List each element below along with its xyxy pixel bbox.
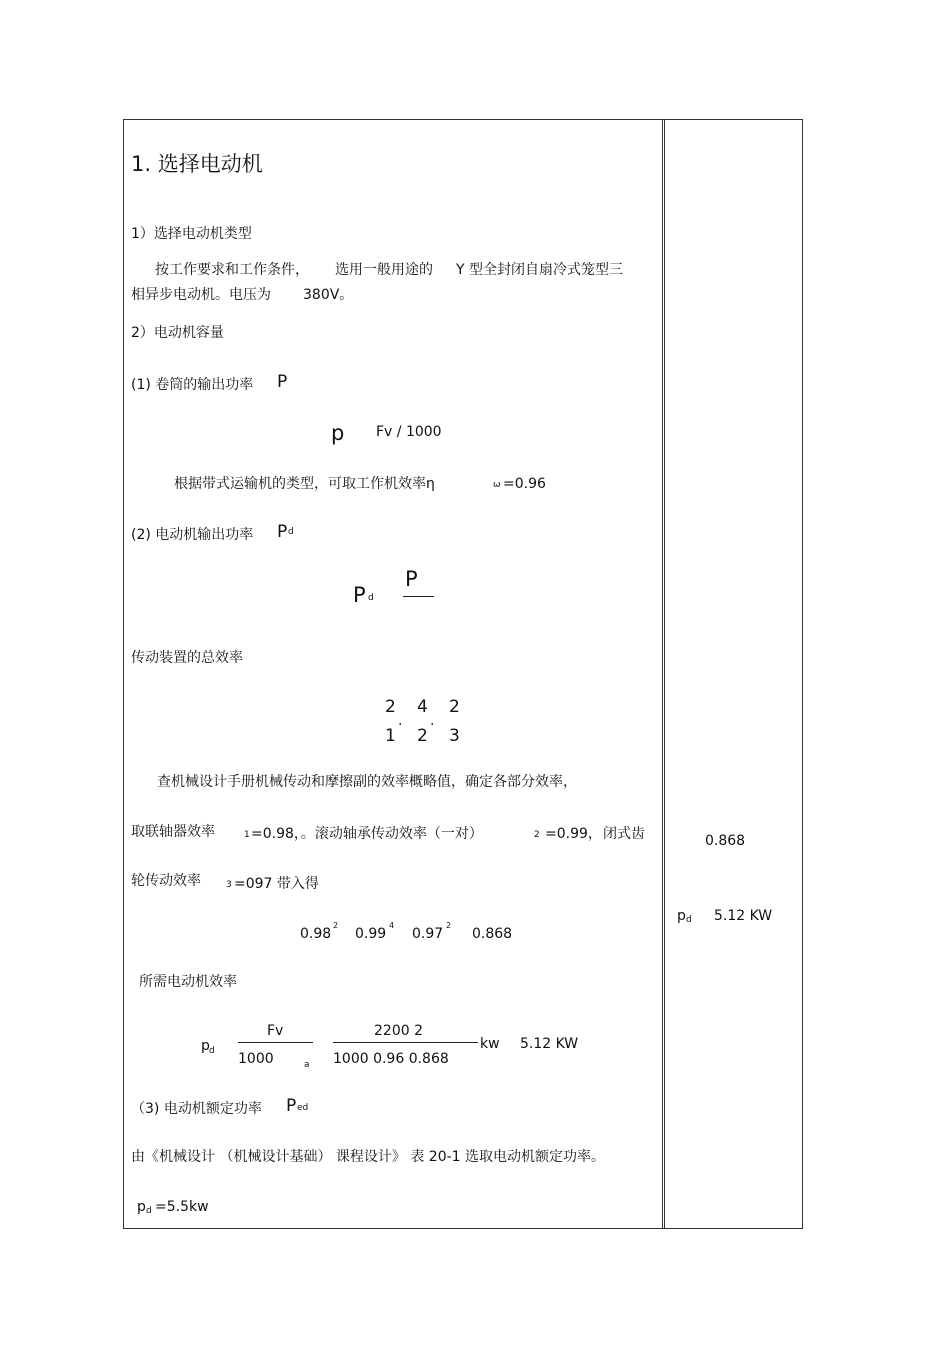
pd-value: =5.5kw: [155, 1199, 209, 1215]
heading-motor-capacity: 2）电动机容量: [131, 325, 224, 341]
side-pd-value: 5.12 KW: [714, 908, 773, 924]
eff-gear-sub: 3: [226, 880, 232, 890]
formula3-result: 5.12 KW: [520, 1036, 579, 1052]
prod-exp-1: 2: [333, 921, 339, 930]
base-3: 3: [449, 726, 460, 746]
base-1: 1: [385, 726, 396, 746]
text-motor-type-1b: 选用一般用途的: [335, 262, 433, 278]
item3-label: （3) 电动机额定功率: [131, 1101, 262, 1117]
eff-bearing-value: =0.99，: [545, 826, 602, 842]
formula2-fraction-bar: [403, 596, 434, 597]
eff-bearing-tail: 闭式齿: [603, 826, 645, 842]
text-motor-type-1c: Y 型全封闭自扇冷式笼型三: [456, 262, 624, 278]
prod-exp-3: 2: [446, 921, 452, 930]
formula3-unit: kw: [480, 1036, 500, 1052]
formula3-den1: 1000: [238, 1051, 274, 1067]
heading-motor-type: 1）选择电动机类型: [131, 226, 252, 242]
total-efficiency-label: 传动装置的总效率: [131, 650, 243, 666]
item1-label: (1) 卷筒的输出功率: [131, 377, 254, 393]
formula3-den2: 1000 0.96 0.868: [333, 1051, 449, 1067]
base-2: 2: [417, 726, 428, 746]
item2-sub: d: [288, 527, 294, 537]
pd-symbol: p: [137, 1199, 146, 1215]
dot-1: ·: [398, 717, 403, 733]
eff-coupling-sub: 1: [244, 830, 250, 840]
text-motor-type-2a: 相异步电动机。电压为: [131, 287, 271, 303]
required-efficiency-label: 所需电动机效率: [139, 974, 237, 990]
formula3-num1: Fv: [267, 1023, 284, 1039]
formula1-rhs: Fv / 1000: [376, 424, 442, 440]
section-title: 1. 选择电动机: [131, 152, 263, 176]
item1-symbol: P: [277, 372, 288, 392]
reference-text: 由《机械设计 （机械设计基础） 课程设计》 表 20-1 选取电动机额定功率。: [131, 1149, 606, 1165]
side-pd-symbol: p: [677, 908, 686, 924]
side-pd-sub: d: [686, 915, 692, 925]
exp-1: 2: [385, 697, 396, 717]
prod-base-3: 0.97: [412, 926, 444, 942]
table-frame: [123, 119, 803, 1229]
formula3-lhs: p: [201, 1038, 210, 1054]
formula3-den1-sub: a: [304, 1060, 310, 1070]
formula3-num2: 2200 2: [374, 1023, 423, 1039]
prod-exp-2: 4: [389, 921, 395, 930]
eff-coupling-label: 取联轴器效率: [131, 824, 215, 840]
side-eta-value: 0.868: [705, 833, 746, 849]
pd-sub: d: [146, 1206, 152, 1216]
prod-base-2: 0.99: [355, 926, 387, 942]
item2-label: (2) 电动机输出功率: [131, 527, 254, 543]
text-motor-type-1a: 按工作要求和工作条件，: [155, 262, 309, 278]
formula3-bar2: [333, 1042, 478, 1043]
eff-bearing-sub: 2: [534, 830, 540, 840]
eta-value: =0.96: [503, 476, 546, 492]
eta-sub: ω: [493, 480, 501, 490]
text-motor-type-2b: 380V。: [303, 287, 354, 303]
exp-3: 2: [449, 697, 460, 717]
item2-symbol: P: [277, 522, 288, 542]
prod-base-1: 0.98: [300, 926, 332, 942]
formula3-bar1: [238, 1042, 313, 1043]
dot-2: ·: [430, 717, 435, 733]
eff-gear-label: 轮传动效率: [131, 873, 201, 889]
item3-symbol: P: [286, 1096, 297, 1116]
formula3-lhs-sub: d: [209, 1046, 215, 1056]
formula2-lhs: P: [353, 583, 366, 607]
eff-coupling-value: =0.98，。滚动轴承传动效率（一对）: [251, 826, 483, 842]
column-divider: [662, 120, 665, 1228]
formula2-numerator: P: [405, 567, 418, 591]
formula2-lhs-sub: d: [368, 593, 374, 603]
eta-text: 根据带式运输机的类型，可取工作机效率η: [174, 476, 435, 492]
eff-gear-value: =097 带入得: [234, 876, 319, 892]
item3-sub: ed: [297, 1103, 309, 1113]
formula1-lhs: p: [331, 421, 345, 445]
lookup-text: 查机械设计手册机械传动和摩擦副的效率概略值，确定各部分效率，: [157, 774, 577, 790]
exp-2: 4: [417, 697, 428, 717]
prod-result: 0.868: [472, 926, 513, 942]
